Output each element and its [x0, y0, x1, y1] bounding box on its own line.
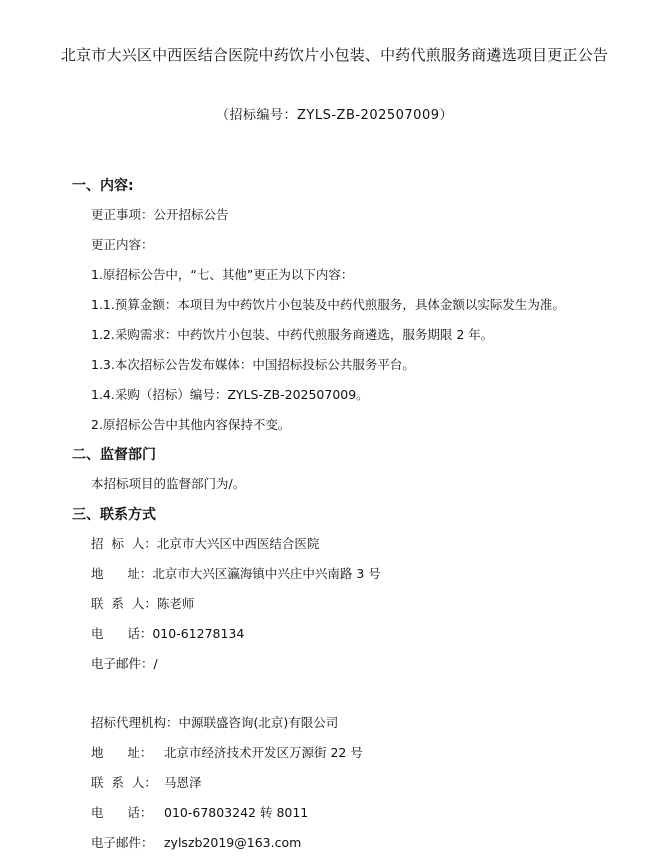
tenderer-phone: 010-61278134: [152, 626, 245, 641]
tenderer-email: /: [153, 656, 158, 671]
agency-name-row: [91, 713, 338, 731]
correction-line: 1.原招标公告中，“七、其他”更正为以下内容：: [91, 267, 354, 282]
correction-line-media: 1.3.本次招标公告发布媒体：中国招标投标公共服务平台。: [91, 357, 415, 372]
field-label: 联 系 人：: [91, 596, 157, 611]
tenderer-name-row: [91, 534, 319, 552]
tenderer-contact-row: [91, 594, 194, 612]
field-label: 地 址：: [91, 745, 153, 760]
agency-name: 中源联盛咨询(北京)有限公司: [178, 715, 339, 730]
field-label: 地 址：: [91, 566, 153, 581]
agency-email-row: [91, 833, 301, 851]
field-label: 电子邮件：: [91, 656, 154, 671]
correction-content-label: 更正内容：: [91, 237, 154, 252]
tenderer-contact: 陈老师: [156, 596, 195, 611]
agency-address-row: [91, 743, 363, 761]
agency-contact-row: [91, 773, 202, 791]
correction-line-requirement: 1.2.采购需求：中药饮片小包装、中药代煎服务商遴选，服务期限 2 年。: [91, 327, 494, 342]
field-label: 招 标 人：: [91, 536, 157, 551]
section-heading-contact: 三、联系方式: [72, 507, 156, 523]
tenderer-address-row: [91, 564, 381, 582]
agency-phone: 010-67803242 转 8011: [164, 805, 309, 820]
correction-item: 更正事项：公开招标公告: [91, 207, 229, 222]
correction-line-number: 1.4.采购（招标）编号：ZYLS-ZB-202507009。: [91, 387, 369, 402]
agency-phone-row: [91, 803, 308, 821]
field-label: 电子邮件：: [91, 835, 154, 850]
tenderer-email-row: [91, 654, 158, 672]
tenderer-address: 北京市大兴区瀛海镇中兴庄中兴南路 3 号: [152, 566, 381, 581]
agency-address: 北京市经济技术开发区万源街 22 号: [164, 745, 363, 760]
notice-title: 北京市大兴区中西医结合医院中药饮片小包装、中药代煎服务商遴选项目更正公告: [60, 46, 609, 64]
field-label: 联 系 人：: [91, 775, 157, 790]
agency-contact: 马恩泽: [164, 775, 202, 790]
tenderer-phone-row: [91, 624, 244, 642]
agency-email: zylszb2019@163.com: [164, 835, 302, 850]
tenderer-name: 北京市大兴区中西医结合医院: [156, 536, 320, 551]
tender-number: （招标编号：ZYLS-ZB-202507009）: [216, 108, 453, 123]
supervision-text: 本招标项目的监督部门为/。: [91, 476, 246, 491]
correction-line-unchanged: 2.原招标公告中其他内容保持不变。: [91, 417, 291, 432]
section-heading-supervision: 二、监督部门: [72, 447, 156, 463]
field-label: 电 话：: [91, 626, 153, 641]
section-heading-content: 一、内容:: [72, 178, 134, 194]
correction-line-budget: 1.1.预算金额：本项目为中药饮片小包装及中药代煎服务，具体金额以实际发生为准。: [91, 297, 565, 312]
field-label: 电 话：: [91, 805, 153, 820]
field-label: 招标代理机构：: [91, 715, 179, 730]
